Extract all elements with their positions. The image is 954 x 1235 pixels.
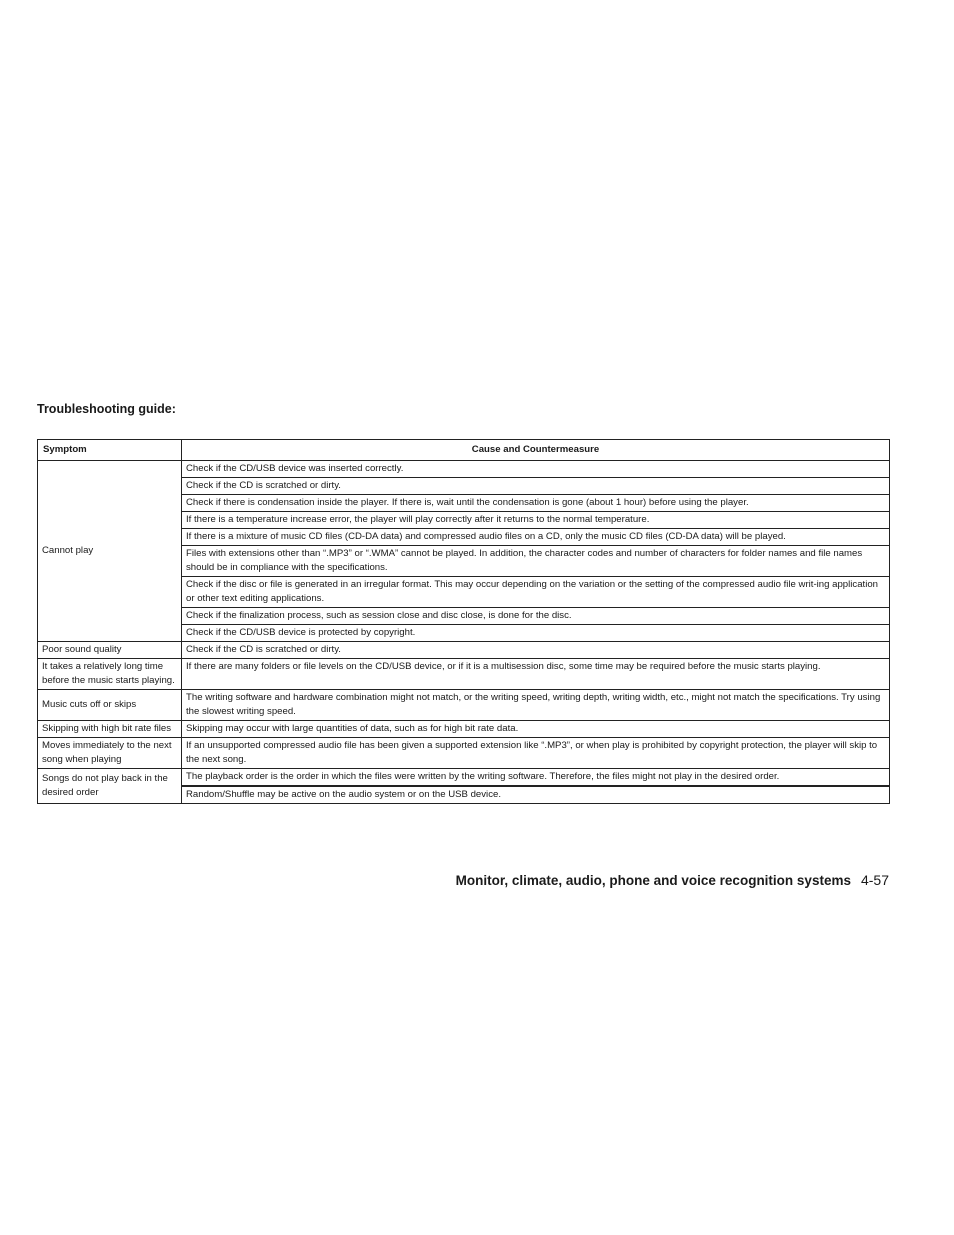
- cause-cell: Check if the CD/USB device is protected by copyright.: [182, 625, 890, 642]
- chapter-title: Monitor, climate, audio, phone and voice recognition systems: [455, 873, 851, 888]
- cause-cell: Check if the CD is scratched or dirty.: [182, 642, 890, 659]
- cause-cell: Check if the finalization process, such as session close and disc close, is done for the disc.: [182, 608, 890, 625]
- table-row: [38, 738, 890, 769]
- symptom-column-header: Symptom: [38, 440, 182, 461]
- symptom-cell: It takes a relatively long time before the music starts playing.: [38, 659, 182, 690]
- table-row: [38, 721, 890, 738]
- cause-cell: Files with extensions other than “.MP3” or “.WMA” cannot be played. In addition, the character codes and number of characters for folder names and file names should be in compliance with the specifications.: [182, 546, 890, 577]
- table-row: [38, 642, 890, 659]
- cause-cell: Check if there is condensation inside the player. If there is, wait until the condensation is gone (about 1 hour) before using the player.: [182, 495, 890, 512]
- cause-cell: If there are many folders or file levels on the CD/USB device, or if it is a multisession disc, some time may be required before the music starts playing.: [182, 659, 890, 690]
- table-header-row: [38, 440, 890, 461]
- symptom-cell: Cannot play: [38, 461, 182, 642]
- symptom-cell: Songs do not play back in the desired order: [38, 769, 182, 804]
- cause-cell: Check if the CD is scratched or dirty.: [182, 478, 890, 495]
- symptom-cell: Poor sound quality: [38, 642, 182, 659]
- table-row: [38, 690, 890, 721]
- cause-cell: The writing software and hardware combination might not match, or the writing speed, writing depth, writing width, etc., might not match the specifications. Try using the slowest writing speed.: [182, 690, 890, 721]
- cause-cell: Random/Shuffle may be active on the audio system or on the USB device.: [182, 786, 890, 804]
- page-number: 4-57: [860, 872, 889, 888]
- symptom-cell: Music cuts off or skips: [38, 690, 182, 721]
- symptom-cell: Skipping with high bit rate files: [38, 721, 182, 738]
- section-title: Troubleshooting guide:: [37, 402, 176, 416]
- cause-column-header: Cause and Countermeasure: [182, 440, 890, 461]
- cause-cell: The playback order is the order in which the files were written by the writing software. Therefore, the files might not play in the desired order.: [182, 769, 890, 787]
- cause-cell: Skipping may occur with large quantities of data, such as for high bit rate data.: [182, 721, 890, 738]
- table-row: [38, 659, 890, 690]
- cause-cell: If an unsupported compressed audio file has been given a supported extension like “.MP3”, or when play is prohibited by copyright protection, the player will skip to the next song.: [182, 738, 890, 769]
- troubleshooting-table: [37, 439, 890, 804]
- cause-cell: If there is a temperature increase error, the player will play correctly after it returns to the normal temperature.: [182, 512, 890, 529]
- cause-cell: Check if the disc or file is generated in an irregular format. This may occur depending on the variation or the setting of the compressed audio file writ-ing application or other text editing applications.: [182, 577, 890, 608]
- symptom-cell: Moves immediately to the next song when playing: [38, 738, 182, 769]
- page-footer: [456, 872, 889, 888]
- table-row: [38, 461, 890, 478]
- cause-cell: Check if the CD/USB device was inserted correctly.: [182, 461, 890, 478]
- table-row: [38, 769, 890, 787]
- cause-cell: If there is a mixture of music CD files (CD-DA data) and compressed audio files on a CD, only the music CD files (CD-DA data) will be played.: [182, 529, 890, 546]
